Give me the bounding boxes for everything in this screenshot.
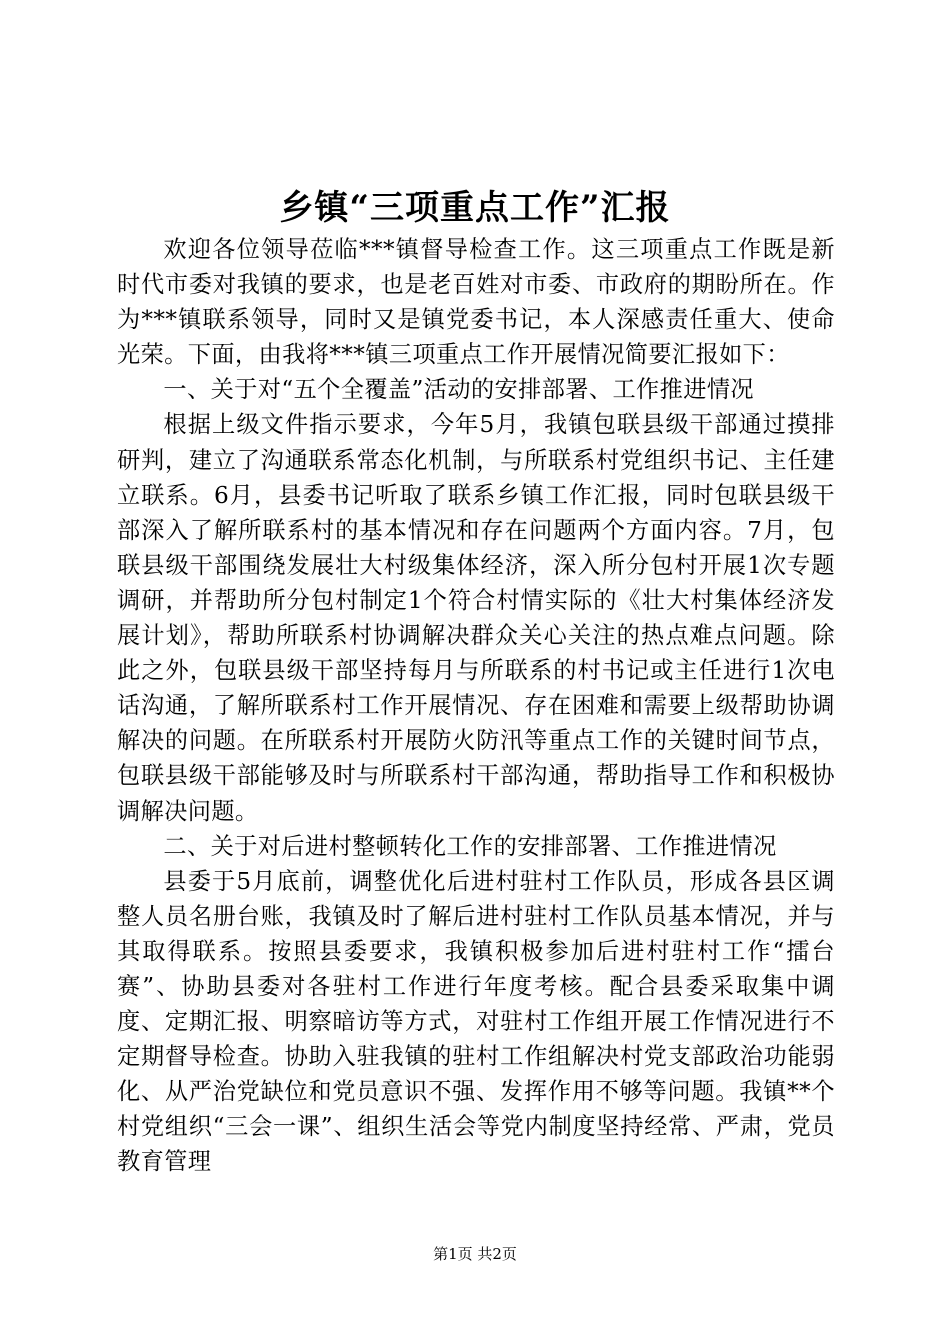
page-number-footer: 第1页 共2页 (433, 1245, 517, 1263)
section-heading-2: 二、关于对后进村整顿转化工作的安排部署、工作推进情况 (163, 832, 777, 860)
document-body (117, 232, 835, 1180)
paragraph-section-2: 县委于5月底前，调整优化后进村驻村工作队员，形成各县区调整人员名册台账，我镇及时了解后进村驻村工作队员基本情况，并与其取得联系。按照县委要求，我镇积极参加后进村驻村工作“擂台赛”、协助县委对各驻村工作进行年度考核。配合县委采取集中调度、定期汇报、明察暗访等方式，对驻村工作组开展工作情况进行不定期督导检查。协助入驻我镇的驻村工作组解决村党支部政治功能弱化、从严治党缺位和党员意识不强、发挥作用不够等问题。我镇**个村党组织“三会一课”、组织生活会等党内制度坚持经常、严肃，党员教育管理 (117, 867, 835, 1176)
paragraph-intro: 欢迎各位领导莅临***镇督导检查工作。这三项重点工作既是新时代市委对我镇的要求，也是老百姓对市委、市政府的期盼所在。作为***镇联系领导，同时又是镇党委书记，本人深感责任重大、使命光荣。下面，由我将***镇三项重点工作开展情况简要汇报如下： (117, 236, 835, 369)
paragraph-section-1: 根据上级文件指示要求，今年5月，我镇包联县级干部通过摸排研判，建立了沟通联系常态化机制，与所联系村党组织书记、主任建立联系。6月，县委书记听取了联系乡镇工作汇报，同时包联县级干部深入了解所联系村的基本情况和存在问题两个方面内容。7月，包联县级干部围绕发展壮大村级集体经济，深入所分包村开展1次专题调研，并帮助所分包村制定1个符合村情实际的《壮大村集体经济发展计划》，帮助所联系村协调解决群众关心关注的热点难点问题。除此之外，包联县级干部坚持每月与所联系的村书记或主任进行1次电话沟通，了解所联系村工作开展情况、存在困难和需要上级帮助协调解决的问题。在所联系村开展防火防汛等重点工作的关键时间节点，包联县级干部能够及时与所联系村干部沟通，帮助指导工作和积极协调解决问题。 (117, 411, 835, 825)
section-heading-1: 一、关于对“五个全覆盖”活动的安排部署、工作推进情况 (163, 376, 754, 404)
document-title: 乡镇“三项重点工作”汇报 (279, 188, 671, 228)
